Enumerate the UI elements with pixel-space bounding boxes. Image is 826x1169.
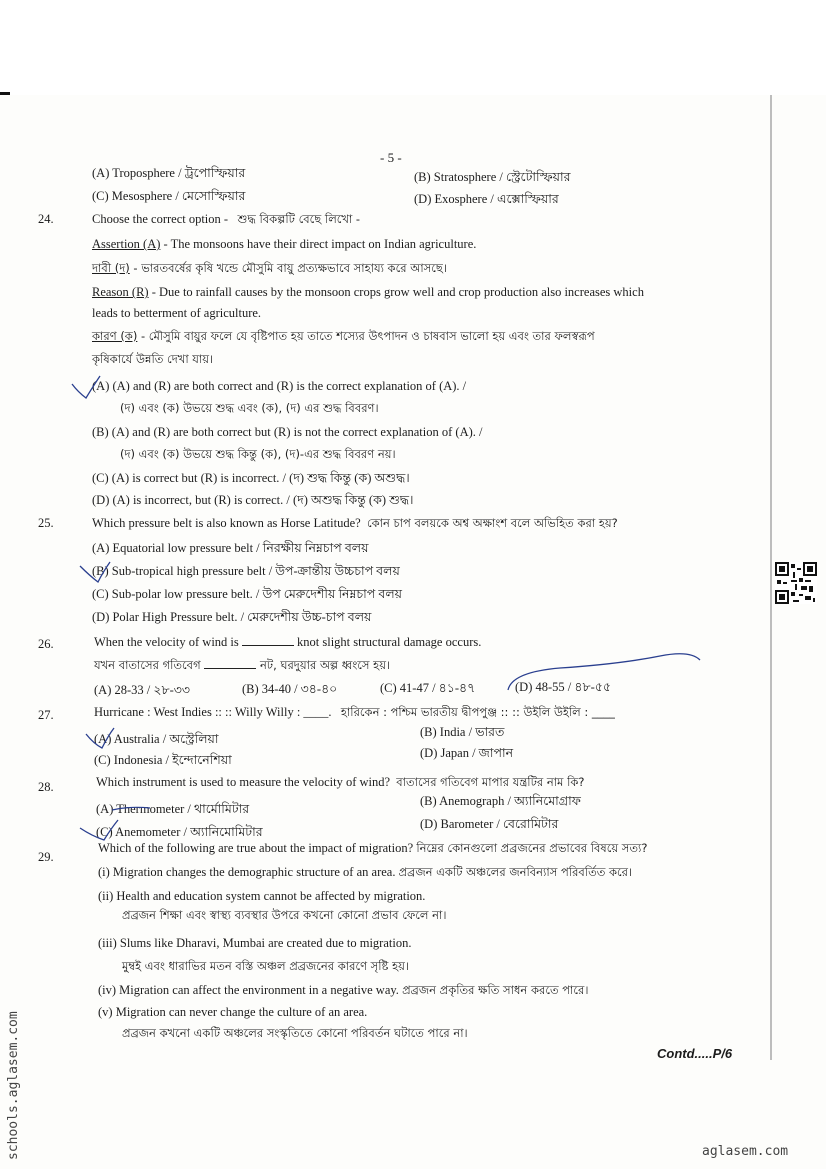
q24-option-a-bn: (দ) এবং (ক) উভয়ে শুদ্ধ এবং (ক), (দ) এর শুদ্ধ বিবরণ। [120, 401, 379, 415]
reason-text-1: - Due to rainfall causes by the monsoon crops grow well and crop production also increases which [148, 285, 644, 299]
q26-option-b: (B) 34-40 / ৩৪-৪০ [242, 682, 338, 696]
q28-prompt [96, 774, 585, 790]
assertion-bn-text: - ভারতবর্ষের কৃষি খন্ডে মৌসুমি বায়ু প্রত্যক্ষভাবে সাহায্য করে আসছে। [129, 261, 447, 275]
q25-prompt [92, 515, 618, 531]
q29-prompt-en: Which of the following are true about the impact of migration? [98, 841, 414, 855]
q25-prompt-en: Which pressure belt is also known as Horse Latitude? [92, 516, 361, 530]
q24-assertion [92, 236, 476, 252]
q26-prompt-bn-post: নট, ঘরদুয়ার অল্প ধ্বংসে হয়। [259, 658, 391, 672]
q23-option-b: (B) Stratosphere / স্ট্রেটোস্ফিয়ার [414, 170, 571, 184]
reason-bn-text-1: - মৌসুমি বায়ুর ফলে যে বৃষ্টিপাত হয় তাতে শস্যের উৎপাদন ও চাষবাস ভালো হয় এবং তার ফলস্বরূপ [137, 329, 595, 343]
q29-i-bn: প্রব্রজন একটি অঞ্চলের জনবিন্যাস পরিবর্তিত করে। [398, 865, 633, 879]
page-number: - 5 - [380, 150, 402, 165]
q25-option-d: (D) Polar High Pressure belt. / মেরুদেশীয় উচ্চ-চাপ বলয় [92, 610, 372, 624]
q28-option-b: (B) Anemograph / অ্যানিমোগ্রাফ [420, 794, 581, 808]
q24-assertion-bn [92, 260, 447, 276]
q26-prompt-bn-pre: যখন বাতাসের গতিবেগ [94, 658, 201, 672]
q24-option-b-bn: (দ) এবং (ক) উভয়ে শুদ্ধ কিন্তু (ক), (দ)-এর শুদ্ধ বিবরণ নয়। [120, 447, 396, 461]
q26-prompt [94, 634, 481, 650]
continued-note: Contd.....P/6 [657, 1046, 733, 1061]
q25-option-a: (A) Equatorial low pressure belt / নিরক্ষীয় নিম্নচাপ বলয় [92, 541, 369, 555]
q26-option-a: (A) 28-33 / ২৮-৩৩ [94, 683, 191, 697]
q27-option-c: (C) Indonesia / ইন্দোনেশিয়া [94, 753, 232, 767]
reason-label: Reason (R) [92, 285, 149, 299]
q26-prompt-pre: When the velocity of wind is [94, 635, 239, 649]
q25-option-c: (C) Sub-polar low pressure belt. / উপ মেরুদেশীয় নিম্নচাপ বলয় [92, 587, 403, 601]
q24-option-a: (A) (A) and (R) are both correct and (R) is the correct explanation of (A). / [92, 379, 467, 393]
q29-number: 29. [38, 850, 54, 864]
q24-prompt-bn: শুদ্ধ বিকল্পটি বেছে লিখো - [237, 212, 361, 226]
q24-prompt [92, 211, 360, 227]
q27-option-b: (B) India / ভারত [420, 725, 505, 739]
reason-bn-label: কারণ (ক) [92, 329, 138, 343]
q28-number: 28. [38, 780, 54, 794]
q24-option-c: (C) (A) is correct but (R) is incorrect. / (দ) শুদ্ধ কিন্তু (ক) অশুদ্ধ। [92, 471, 410, 485]
q28-option-d: (D) Barometer / বেরোমিটার [420, 817, 559, 831]
q28-prompt-bn: বাতাসের গতিবেগ মাপার যন্ত্রটির নাম কি? [396, 775, 585, 789]
q27-option-a: (A) Australia / অস্ট্রেলিয়া [94, 732, 219, 746]
watermark-right: aglasem.com [702, 1144, 789, 1159]
q29-statement-v-bn: প্রব্রজন কখনো একটি অঞ্চলের সংস্কৃতিতে কোনো পরিবর্তন ঘটাতে পারে না। [122, 1026, 468, 1040]
q29-statement-v: (v) Migration can never change the culture of an area. [98, 1005, 368, 1019]
answer-blank-bn [204, 658, 256, 669]
q28-option-c: (C) Anemometer / অ্যানিমোমিটার [96, 825, 263, 839]
watermark-left: schools.aglasem.com [6, 1011, 21, 1160]
q24-option-b: (B) (A) and (R) are both correct but (R) is not the correct explanation of (A). / [92, 425, 483, 439]
q24-reason-bn-cont: কৃষিকার্যে উন্নতি দেখা যায়। [92, 352, 214, 366]
q24-reason-bn [92, 328, 595, 344]
q29-i-en: (i) Migration changes the demographic structure of an area. [98, 865, 396, 879]
assertion-text: - The monsoons have their direct impact on Indian agriculture. [160, 237, 477, 251]
answer-blank [242, 635, 294, 646]
q26-option-d: (D) 48-55 / ৪৮-৫৫ [515, 680, 611, 694]
q26-prompt-post: knot slight structural damage occurs. [297, 635, 482, 649]
assertion-label: Assertion (A) [92, 237, 161, 251]
q29-prompt-bn: নিম্নের কোনগুলো প্রব্রজনের প্রভাবের বিষয়ে সত্য? [416, 841, 648, 855]
q29-statement-i [98, 864, 632, 880]
scan-mark [0, 92, 10, 95]
q29-statement-iv [98, 982, 588, 998]
q27-option-d: (D) Japan / জাপান [420, 746, 514, 760]
q28-prompt-en: Which instrument is used to measure the velocity of wind? [96, 775, 391, 789]
q27-prompt-en: Hurricane : West Indies :: :: Willy Willy : ____. [94, 705, 332, 719]
q23-option-a: (A) Troposphere / ট্রপোস্ফিয়ার [92, 166, 246, 180]
q24-number: 24. [38, 212, 54, 226]
q27-prompt [94, 704, 615, 720]
q29-prompt [98, 840, 647, 856]
q25-option-b: (B) Sub-tropical high pressure belt / উপ-ক্রান্তীয় উচ্চচাপ বলয় [92, 564, 400, 578]
q29-statement-ii: (ii) Health and education system cannot be affected by migration. [98, 889, 426, 903]
qr-code [775, 562, 817, 604]
q24-reason-cont: leads to betterment of agriculture. [92, 306, 262, 320]
q27-prompt-bn: হারিকেন : পশ্চিম ভারতীয় দ্বীপপুঞ্জ :: :: উইলি উইলি : ____ [340, 705, 615, 719]
q23-option-d: (D) Exosphere / এক্সোস্ফিয়ার [414, 192, 559, 206]
q23-option-c: (C) Mesosphere / মেসোস্ফিয়ার [92, 189, 246, 203]
q29-iv-bn: প্রব্রজন প্রকৃতির ক্ষতি সাধন করতে পারে। [402, 983, 589, 997]
page-edge-line [770, 95, 772, 1060]
q26-prompt-bn [94, 657, 390, 673]
q28-option-a: (A) Thermometer / থার্মোমিটার [96, 802, 250, 816]
q29-statement-iii-bn: মুম্বই এবং ধারাভির মতন বস্তি অঞ্চল প্রব্রজনের কারণে সৃষ্টি হয়। [122, 959, 410, 973]
assertion-bn-label: দাবী (দ) [92, 261, 130, 275]
q29-statement-iii: (iii) Slums like Dharavi, Mumbai are created due to migration. [98, 936, 412, 950]
q29-statement-ii-bn: প্রব্রজন শিক্ষা এবং স্বাস্থ্য ব্যবস্থার উপরে কখনো কোনো প্রভাব ফেলে না। [122, 908, 447, 922]
q29-iv-en: (iv) Migration can affect the environment in a negative way. [98, 983, 399, 997]
q25-prompt-bn: কোন চাপ বলয়কে অশ্ব অক্ষাংশ বলে অভিহিত করা হয়? [366, 516, 618, 530]
q24-reason [92, 284, 644, 300]
q26-number: 26. [38, 637, 54, 651]
q27-number: 27. [38, 708, 54, 722]
q24-option-d: (D) (A) is incorrect, but (R) is correct. / (দ) অশুদ্ধ কিন্তু (ক) শুদ্ধ। [92, 493, 414, 507]
q24-prompt-en: Choose the correct option - [92, 212, 229, 226]
q25-number: 25. [38, 516, 54, 530]
scan-top-margin [0, 0, 826, 95]
q26-option-c: (C) 41-47 / ৪১-৪৭ [380, 681, 476, 695]
